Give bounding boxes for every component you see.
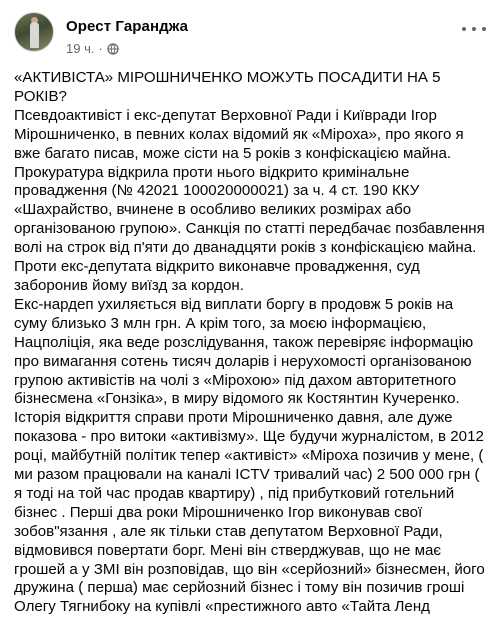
meta-separator: · — [98, 41, 103, 56]
post-header — [0, 0, 504, 62]
post-paragraph: Прокуратура відкрила проти нього відкрито кримінальне провадження (№ 42021 100020000021) за ч. 4 ст. 190 ККУ «Шахрайство, вчинене в особливо великих розмірах або організованою групою». Санкція по статті передбачає позбавлення волі на строк від п'яти до дванадцяти років з конфіскацією майна. — [14, 163, 485, 257]
profile-avatar[interactable] — [14, 12, 54, 52]
avatar-figure-body — [30, 22, 39, 48]
post-paragraph: Проти екс-депутата відкрито виконавче провадження, суд заборонив йому виїзд за кордон. — [14, 258, 420, 294]
post-paragraph-headline: «АКТИВІСТА» МІРОШНИЧЕНКО МОЖУТЬ ПОСАДИТИ НА 5 РОКІВ? — [14, 69, 441, 105]
more-options-icon[interactable] — [462, 22, 486, 36]
post-paragraph: Екс-нардеп ухиляється від виплати боргу в продовж 5 років на суму близько 3 млн грн. А крім того, за моєю інформацією, Нацполіція, яка веде розслідування, також перевіряє інформацію про вимагання сотень тисяч доларів і нерухомості організованою групою активістів на чолі з «Мiрохою» під дахом авторитетного бізнесмена «Гонзіка», в миру відомого як Костянтин Кучеренко. — [14, 295, 474, 408]
post-paragraph: Історія відкриття справи проти Мірошниченко давня, але дуже показова - про витоки «активізму». Ще будучи журналістом, в 2012 році, майбутній політик тепер «активіст» «Мiроха позичив у мене, ( ми разом працювали на каналі ICTV тривалий час) 2 500 000 грн ( я тоді на той час продав квартиру) , під прибутковий готельний бізнес . Перші два роки Мірошниченко Ігор виконував свої зобов"язання , але як тільки став депутатом Верховної Ради, відмовився повертати борг. Мені він стверджував, що не має грошей а у ЗМІ він розповідав, що він «серйозний» бізнесмен, його дружина ( перша) має серйозний бізнес і тому він позичив гроші Олегу Тягнибоку на купівлі «престижного авто «Тайта Ленд — [14, 409, 485, 616]
author-name[interactable]: Орест Гаранджа — [66, 18, 189, 35]
post-paragraph: Псевдоактивіст і екс-депутат Верховної Ради і Київради Ігор Мірошниченко, в певних колах відомий як «Мiроха», про якого я вже багато писав, може сісти на 5 років з конфіскацією майна. — [14, 106, 464, 162]
post-timestamp[interactable]: 19 ч. — [66, 41, 95, 56]
post-body — [14, 69, 490, 617]
post-meta — [66, 41, 119, 56]
globe-icon[interactable] — [107, 43, 119, 55]
